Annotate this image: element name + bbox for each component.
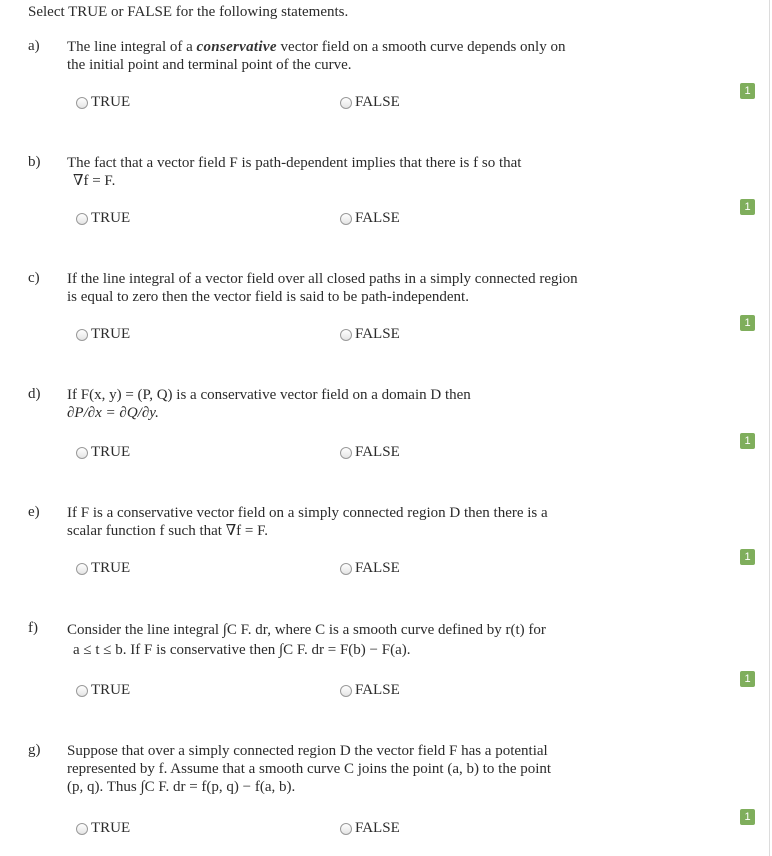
- radio-true-a[interactable]: [76, 97, 88, 109]
- instruction-text: Select TRUE or FALSE for the following statements.: [28, 4, 349, 20]
- option-true-f[interactable]: TRUE: [76, 682, 130, 699]
- question-text: If F(x, y) = (P, Q) is a conservative vector field on a domain D then ∂P/∂x = ∂Q/∂y.: [67, 387, 471, 421]
- option-false-e[interactable]: FALSE: [340, 560, 400, 577]
- option-true-a[interactable]: TRUE: [76, 94, 130, 111]
- question-text: The line integral of a conservative vector field on a smooth curve depends only on the initial point and terminal point of the curve.: [67, 39, 566, 73]
- radio-false-c[interactable]: [340, 329, 352, 341]
- option-true-e[interactable]: TRUE: [76, 560, 130, 577]
- option-true-b[interactable]: TRUE: [76, 210, 130, 227]
- question-letter: d): [28, 386, 41, 402]
- option-true-d[interactable]: TRUE: [76, 444, 130, 461]
- points-badge: 1: [740, 549, 755, 565]
- question-text: The fact that a vector field F is path-dependent implies that there is f so that ∇f = F.: [67, 155, 522, 189]
- question-letter: a): [28, 38, 40, 54]
- radio-true-c[interactable]: [76, 329, 88, 341]
- option-true-c[interactable]: TRUE: [76, 326, 130, 343]
- conservative-term: conservative: [196, 39, 277, 55]
- question-letter: b): [28, 154, 41, 170]
- question-letter: c): [28, 270, 40, 286]
- option-false-b[interactable]: FALSE: [340, 210, 400, 227]
- radio-true-e[interactable]: [76, 563, 88, 575]
- option-false-f[interactable]: FALSE: [340, 682, 400, 699]
- question-letter: e): [28, 504, 40, 520]
- option-false-a[interactable]: FALSE: [340, 94, 400, 111]
- question-text: If F is a conservative vector field on a simply connected region D then there is a scalar function f such that ∇f = F.: [67, 505, 548, 539]
- question-text: Consider the line integral ∫C F. dr, where C is a smooth curve defined by r(t) for a ≤ t ≤ b. If F is conservative then ∫C F. dr = F(b) − F(a).: [67, 622, 546, 658]
- question-letter: f): [28, 620, 38, 636]
- radio-true-b[interactable]: [76, 213, 88, 225]
- radio-false-a[interactable]: [340, 97, 352, 109]
- option-false-g[interactable]: FALSE: [340, 820, 400, 837]
- radio-true-d[interactable]: [76, 447, 88, 459]
- radio-true-f[interactable]: [76, 685, 88, 697]
- question-letter: g): [28, 742, 41, 758]
- points-badge: 1: [740, 315, 755, 331]
- points-badge: 1: [740, 199, 755, 215]
- points-badge: 1: [740, 671, 755, 687]
- radio-false-b[interactable]: [340, 213, 352, 225]
- question-text: Suppose that over a simply connected region D the vector field F has a potential represented by f. Assume that a smooth curve C joins the point (a, b) to the point (p, q). Thus ∫C F. dr = f(p, q) − f(a, b).: [67, 743, 552, 795]
- radio-false-e[interactable]: [340, 563, 352, 575]
- option-false-d[interactable]: FALSE: [340, 444, 400, 461]
- points-badge: 1: [740, 433, 755, 449]
- option-false-c[interactable]: FALSE: [340, 326, 400, 343]
- right-border: [769, 0, 770, 856]
- radio-true-g[interactable]: [76, 823, 88, 835]
- question-text: If the line integral of a vector field over all closed paths in a simply connected region is equal to zero then the vector field is said to be path-independent.: [67, 271, 578, 305]
- radio-false-f[interactable]: [340, 685, 352, 697]
- points-badge: 1: [740, 809, 755, 825]
- points-badge: 1: [740, 83, 755, 99]
- option-true-g[interactable]: TRUE: [76, 820, 130, 837]
- radio-false-d[interactable]: [340, 447, 352, 459]
- radio-false-g[interactable]: [340, 823, 352, 835]
